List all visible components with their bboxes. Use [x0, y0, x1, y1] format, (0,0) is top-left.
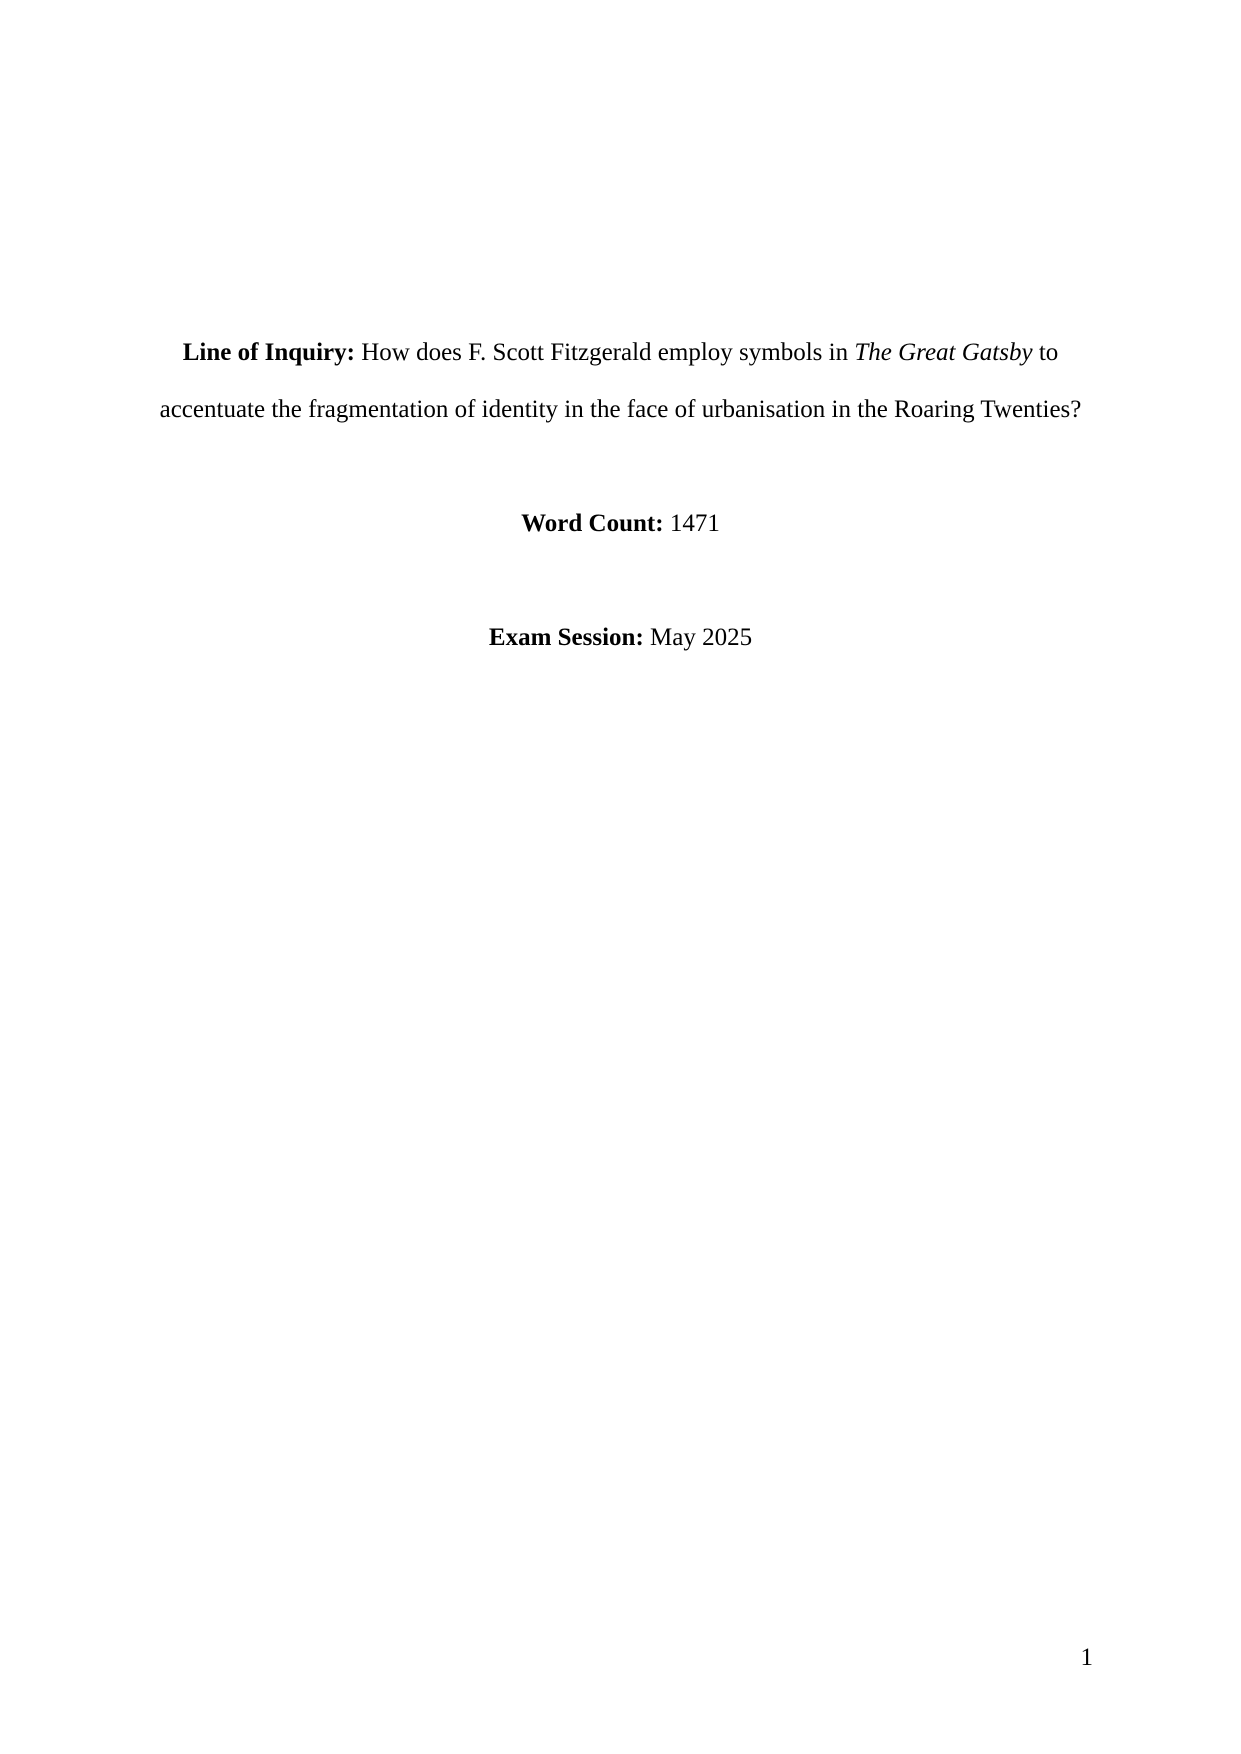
word-count-line — [150, 495, 1091, 552]
blank-line-2 — [150, 552, 1091, 609]
page-number: 1 — [1080, 1644, 1093, 1671]
book-title: The Great Gatsby — [854, 339, 1033, 366]
line-of-inquiry-line-1 — [150, 324, 1091, 381]
exam-session-label: Exam Session: — [488, 624, 644, 651]
exam-session-line — [150, 609, 1091, 666]
line-of-inquiry-label: Line of Inquiry: — [182, 339, 355, 366]
line-of-inquiry-text-a: How does F. Scott Fitzgerald employ symbols in — [354, 339, 855, 366]
title-block — [150, 324, 1091, 666]
line-of-inquiry-text-b: to — [1032, 339, 1059, 366]
word-count-label: Word Count: — [521, 510, 664, 537]
line-of-inquiry-line-2: accentuate the fragmentation of identity in the face of urbanisation in the Roaring Twenties? — [159, 396, 1082, 423]
word-count-value: 1471 — [663, 510, 720, 537]
blank-line-1 — [150, 438, 1091, 495]
exam-session-value: May 2025 — [643, 624, 753, 651]
